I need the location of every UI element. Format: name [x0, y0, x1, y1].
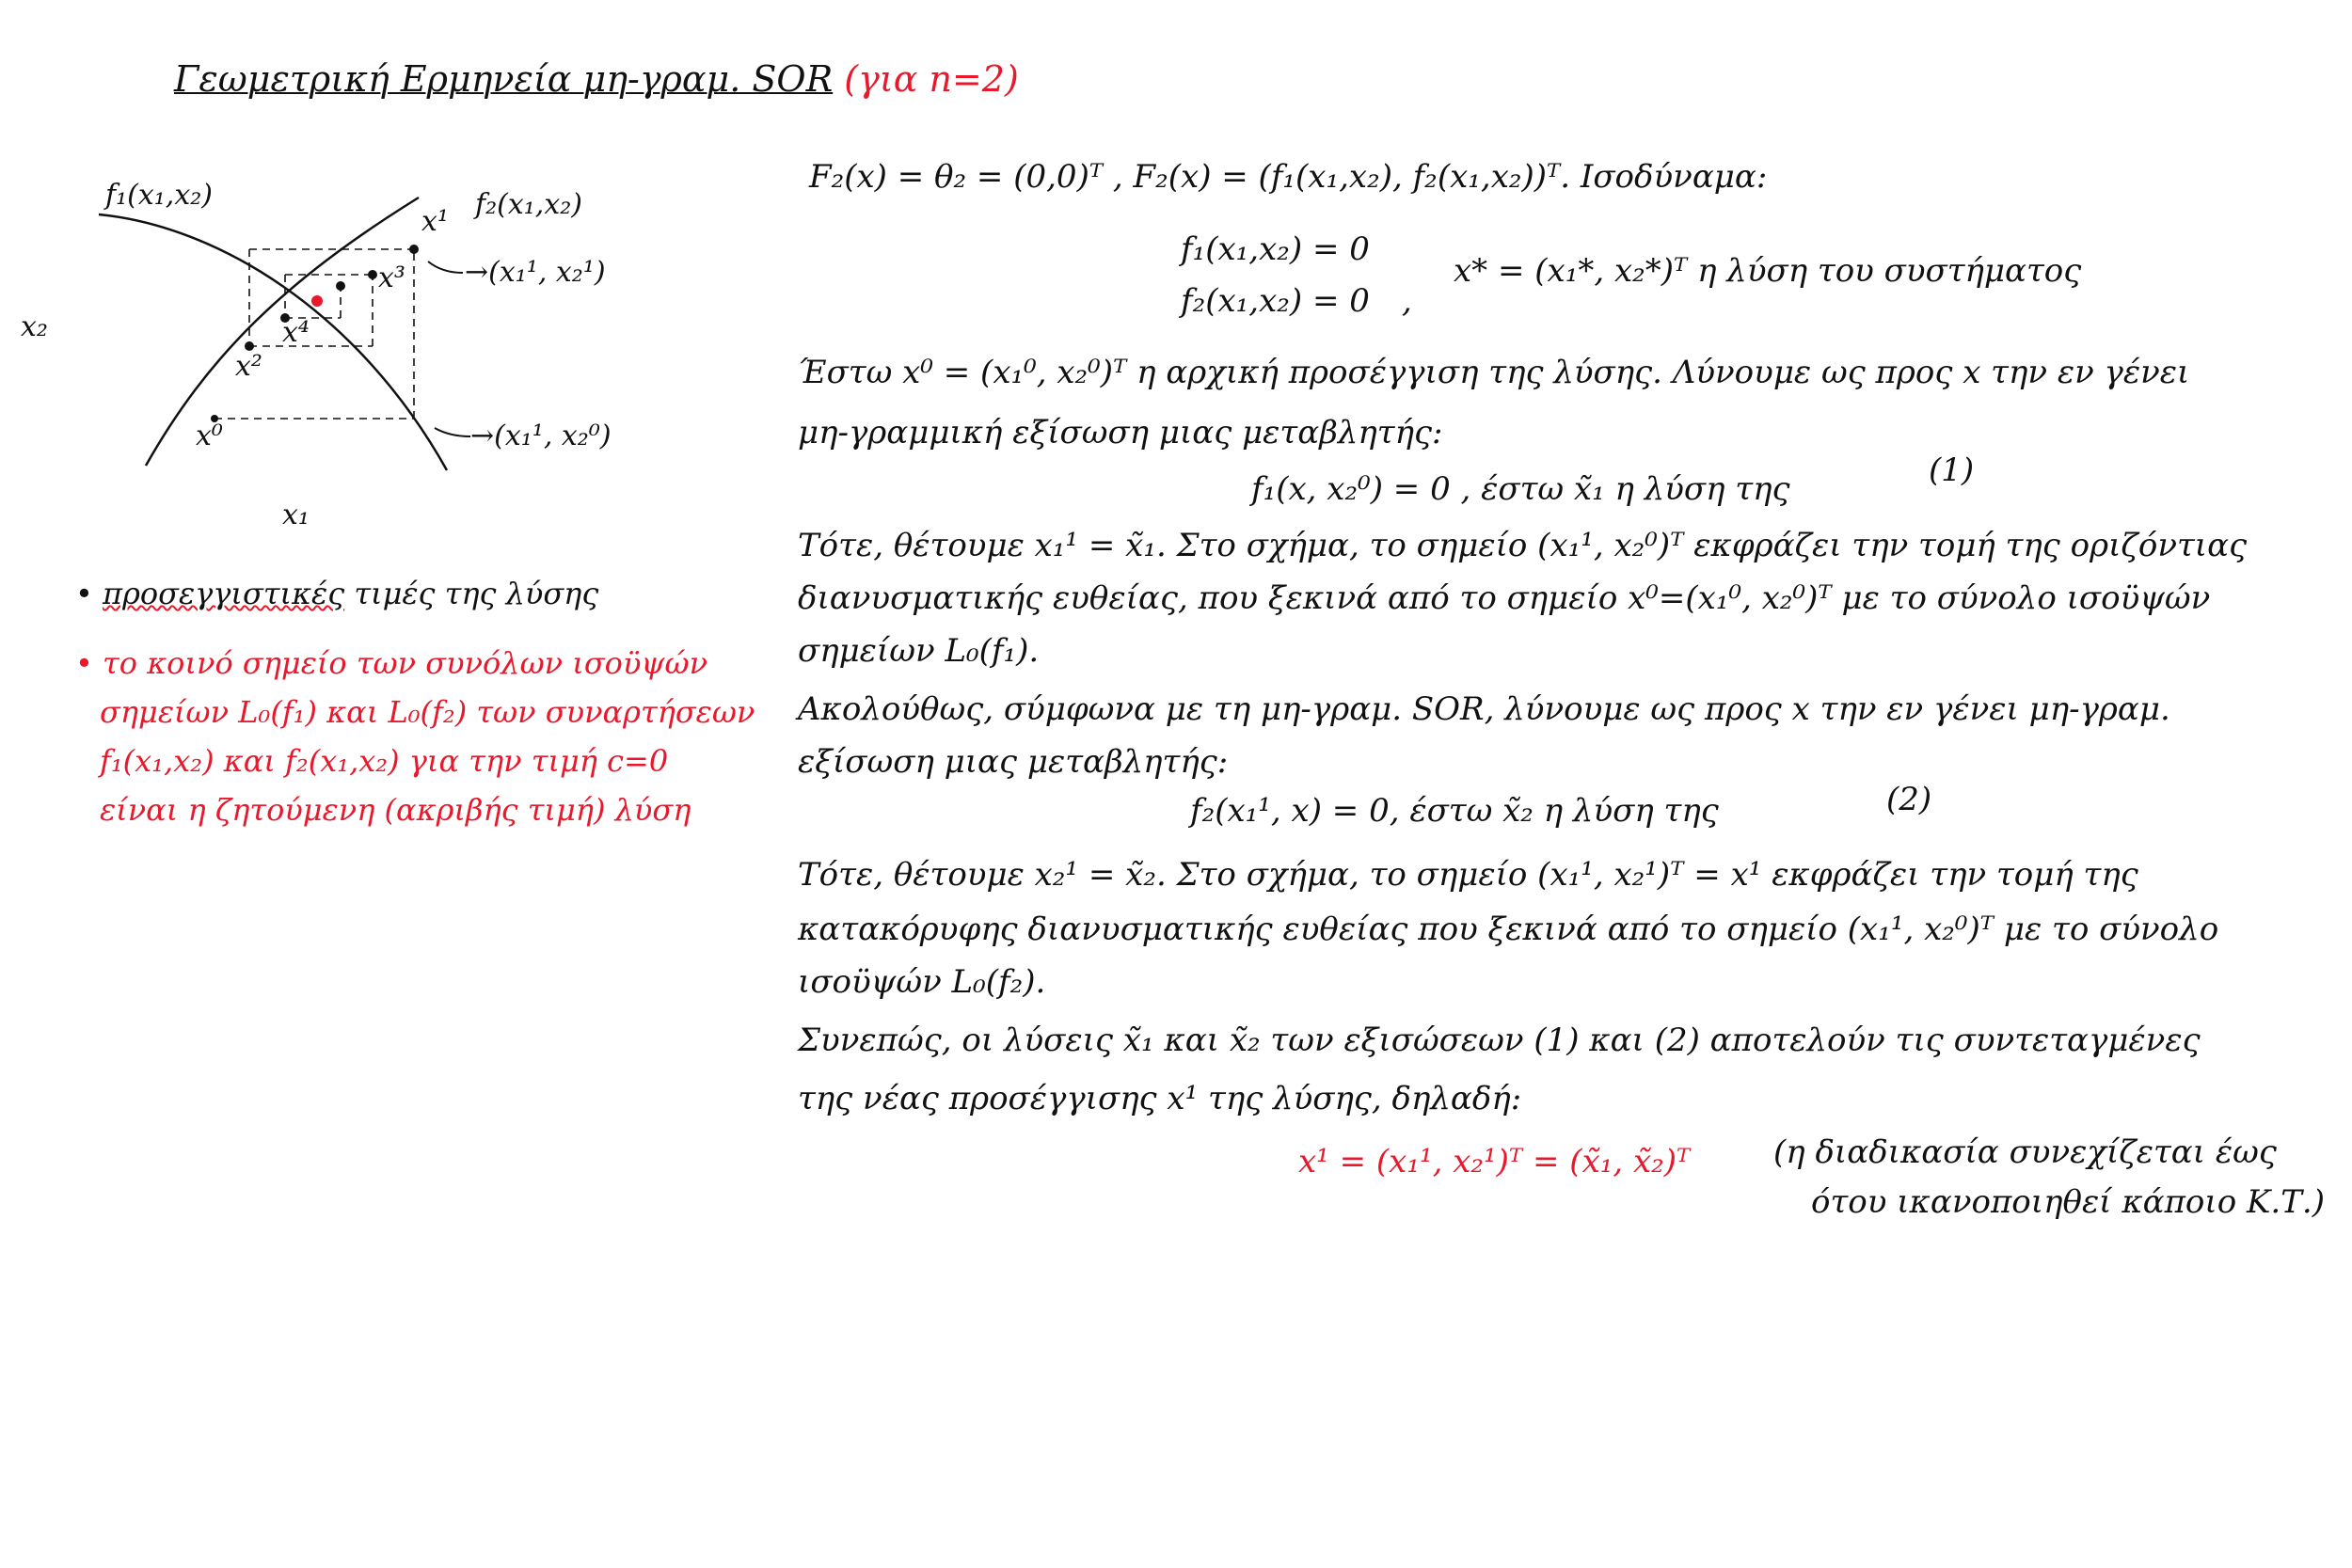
note-bullet-2-line-3: f₁(x₁,x₂) και f₂(x₁,x₂) για την τιμή c=0: [100, 743, 669, 779]
system-comma: ,: [1402, 282, 1412, 320]
para5-line2: της νέας προσέγγισης x¹ της λύσης, δηλαδή:: [798, 1080, 1522, 1117]
solution-def: x* = (x₁*, x₂*)ᵀ η λύση του συστήματος: [1454, 252, 2082, 290]
title-suffix: (για n=2): [844, 58, 1019, 100]
closing-note-line1: (η διαδικασία συνεχίζεται έως: [1773, 1133, 2277, 1171]
para2-line2: διανυσματικής ευθείας, που ξεκινά από το σημείο x⁰=(x₁⁰, x₂⁰)ᵀ με το σύνολο ισοϋψών: [798, 579, 2211, 617]
para5-line1: Συνεπώς, οι λύσεις x̃₁ και x̃₂ των εξισώσεων (1) και (2) αποτελούν τις συντεταγμένες: [798, 1022, 2201, 1059]
para2-line1: Τότε, θέτουμε x₁¹ = x̃₁. Στο σχήμα, το σημείο (x₁¹, x₂⁰)ᵀ εκφράζει την τομή της οριζόντιας: [798, 527, 2248, 564]
curve-f1: [99, 214, 447, 470]
label-point-x1: x¹: [421, 205, 449, 238]
point-x5-dot: [336, 281, 345, 291]
note-bullet-1-underlined: προσεγγιστικές: [103, 576, 345, 611]
note-bullet-2-line-2: σημείων L₀(f₁) και L₀(f₂) των συναρτήσεων: [100, 694, 755, 730]
callout-bottom: →(x₁¹, x₂⁰): [470, 420, 612, 452]
note-bullet-2-line-4: είναι η ζητούμενη (ακριβής τιμή) λύση: [100, 792, 691, 828]
para3-line1: Ακολούθως, σύμφωνα με τη μη-γραμ. SOR, λύνουμε ως προς x την εν γένει μη-γραμ.: [798, 690, 2170, 728]
arrow-bottom: [435, 428, 470, 436]
para1-line1: Έστω x⁰ = (x₁⁰, x₂⁰)ᵀ η αρχική προσέγγιση της λύσης. Λύνουμε ως προς x την εν γένει: [798, 354, 2190, 391]
label-point-x3: x³: [378, 261, 405, 294]
note-bullet-2-line-1: • το κοινό σημείο των συνόλων ισοϋψών: [75, 645, 708, 681]
system-eq-1: f₁(x₁,x₂) = 0: [1181, 230, 1370, 268]
point-x3-dot: [368, 270, 377, 279]
note-bullet-1: • προσεγγιστικές τιμές της λύσης: [75, 576, 599, 611]
final-equation: x¹ = (x₁¹, x₂¹)ᵀ = (x̃₁, x̃₂)ᵀ: [1298, 1143, 1691, 1180]
closing-note-line2: ότου ικανοποιηθεί κάποιο Κ.Τ.): [1811, 1183, 2325, 1221]
para4-line3: ισοϋψών L₀(f₂).: [798, 963, 1046, 1001]
arrow-top: [428, 261, 463, 273]
para4-line1: Τότε, θέτουμε x₂¹ = x̃₂. Στο σχήμα, το σημείο (x₁¹, x₂¹)ᵀ = x¹ εκφράζει την τομή της: [798, 856, 2138, 894]
point-x1-dot: [409, 245, 419, 254]
system-eq-2: f₂(x₁,x₂) = 0: [1181, 282, 1370, 320]
label-x2-axis: x₂: [21, 310, 48, 343]
para3-line2: εξίσωση μιας μεταβλητής:: [798, 743, 1229, 781]
title-main: Γεωμετρική Ερμηνεία μη-γραμ. SOR: [174, 58, 834, 100]
equation-2: f₂(x₁¹, x) = 0, έστω x̃₂ η λύση της: [1190, 792, 1719, 830]
label-f1: f₁(x₁,x₂): [105, 179, 213, 212]
note-bullet-2: [75, 645, 755, 828]
para2-line3: σημείων L₀(f₁).: [798, 632, 1040, 670]
label-f2: f₂(x₁,x₂): [475, 188, 582, 221]
label-point-x2: x²: [235, 350, 262, 383]
para1-line2: μη-γραμμική εξίσωση μιας μεταβλητής:: [798, 414, 1443, 451]
label-point-x0: x⁰: [196, 420, 223, 452]
solution-point: [311, 295, 323, 307]
content-line-1: F₂(x) = θ₂ = (0,0)ᵀ , F₂(x) = (f₁(x₁,x₂), f₂(x₁,x₂))ᵀ. Ισοδύναμα:: [809, 158, 1768, 196]
para4-line2: κατακόρυφης διανυσματικής ευθείας που ξεκινά από το σημείο (x₁¹, x₂⁰)ᵀ με το σύνολο: [798, 911, 2219, 948]
callout-top: →(x₁¹, x₂¹): [465, 256, 606, 289]
label-x1-axis: x₁: [282, 499, 310, 531]
equation-2-number: (2): [1886, 781, 1932, 818]
label-point-x4: x⁴: [282, 316, 310, 349]
equation-1-number: (1): [1929, 451, 1975, 489]
equation-1: f₁(x, x₂⁰) = 0 , έστω x̃₁ η λύση της: [1251, 470, 1790, 508]
note-bullet-1-rest: τιμές της λύσης: [344, 576, 599, 611]
